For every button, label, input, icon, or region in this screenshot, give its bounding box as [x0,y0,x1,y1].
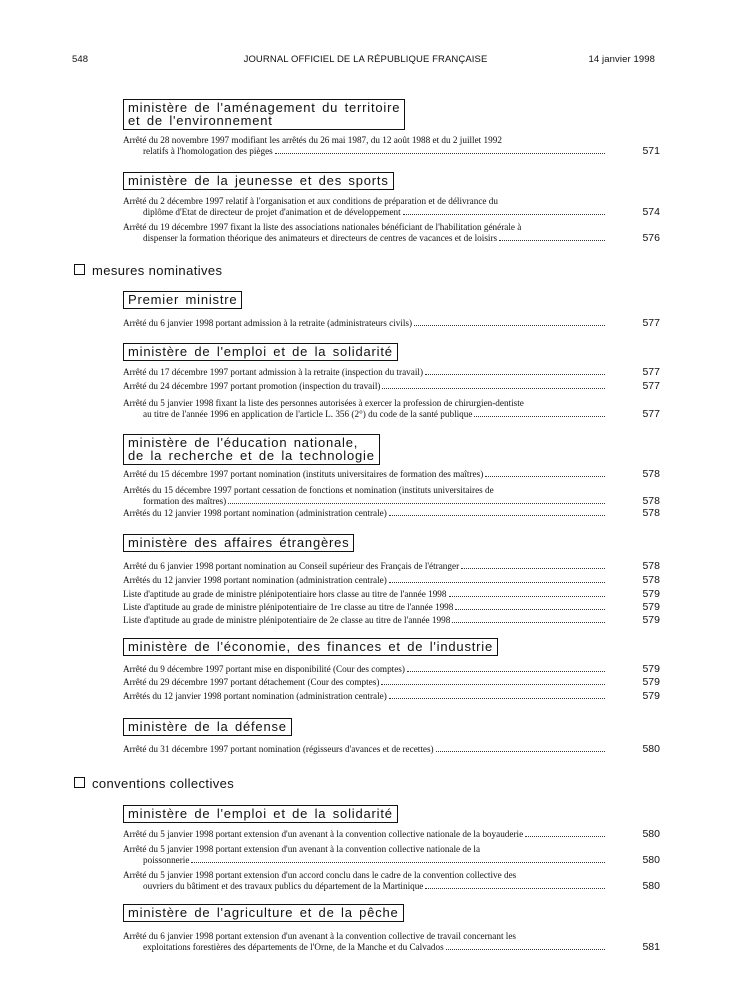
entry-text-line: poissonnerie [123,855,607,866]
section-title: mesures nominatives [92,263,223,278]
toc-entry[interactable] [123,615,607,626]
dot-leader [191,862,605,863]
entry-text-line: Arrêté du 15 décembre 1997 portant nomination (instituts universitaires de formation des maîtres) [123,469,605,479]
dot-leader [381,684,605,685]
entry-text-line: Arrêté du 2 décembre 1997 relatif à l'organisation et aux conditions de préparation et de délivrance du [123,196,498,206]
entry-page-number: 578 [642,495,660,507]
dot-leader [425,888,605,889]
dot-leader [455,609,605,610]
dot-leader [436,751,605,752]
entry-text-line: Arrêtés du 15 décembre 1997 portant cessation de fonctions et nomination (instituts universitaires de [123,485,494,495]
ministry-heading [123,904,404,922]
ministry-name-line: ministère des affaires étrangères [128,535,350,550]
entry-text-line: Arrêté du 5 janvier 1998 portant extension d'un avenant à la convention collective nationale de la [123,844,481,854]
dot-leader [525,836,605,837]
entry-page-number: 574 [642,206,660,218]
toc-entry[interactable] [123,508,607,519]
dot-leader [446,949,605,950]
entry-page-number: 576 [642,232,660,244]
toc-entry[interactable] [123,744,607,755]
entry-page-number: 578 [642,468,660,480]
entry-text-line: Liste d'aptitude au grade de ministre plénipotentiaire hors classe au titre de l'année 1998 [123,589,605,599]
entry-text-line: Arrêté du 9 décembre 1997 portant mise en disponibilité (Cour des comptes) [123,664,605,674]
toc-entry[interactable] [123,367,607,378]
entry-page-number: 571 [642,145,660,157]
dot-leader [382,388,605,389]
entry-text-line: Arrêté du 5 janvier 1998 portant extension d'un avenant à la convention collective nationale de la boyauderie [123,829,605,839]
toc-entry[interactable] [123,664,607,675]
toc-entry[interactable] [123,677,607,688]
toc-entry[interactable] [123,844,607,866]
ministry-heading [123,99,405,130]
ministry-name-line: ministère de l'économie, des finances et de l'industrie [128,639,494,654]
toc-entry[interactable] [123,381,607,392]
toc-entry[interactable] [123,222,607,244]
checkbox-square-icon [74,777,85,788]
ministry-name-line: ministère de l'emploi et de la solidarité [128,806,393,821]
entry-text-line: diplôme d'Etat de directeur de projet d'animation et de développement [123,207,607,218]
entry-text-line: Arrêté du 24 décembre 1997 portant promotion (inspection du travail) [123,381,605,391]
entry-text-line: Liste d'aptitude au grade de ministre plénipotentiaire de 2e classe au titre de l'année 1998 [123,615,605,625]
entry-page-number: 577 [642,317,660,329]
toc-entry[interactable] [123,318,607,329]
entry-text-line: Arrêté du 6 janvier 1998 portant nomination au Conseil supérieur des Français de l'étranger [123,561,605,571]
ministry-name-line: ministère de l'éducation nationale, [128,435,359,450]
ministry-name-line: ministère de l'agriculture et de la pêche [128,905,399,920]
dot-leader [499,240,605,241]
entry-text-line: Arrêté du 19 décembre 1997 fixant la liste des associations nationales bénéficiant de l'habilitation générale à [123,222,522,232]
ministry-heading [123,638,498,656]
toc-entry[interactable] [123,196,607,218]
ministry-heading [123,805,398,823]
entry-page-number: 579 [642,663,660,675]
toc-entry[interactable] [123,398,607,420]
entry-text-line: exploitations forestières des départements de l'Orne, de la Manche et du Calvados [123,942,607,953]
toc-entry[interactable] [123,931,607,953]
entry-text-line: Arrêtés du 12 janvier 1998 portant nomination (administration centrale) [123,575,605,585]
entry-page-number: 577 [642,380,660,392]
toc-entry[interactable] [123,589,607,600]
entry-text-line: Arrêté du 6 janvier 1998 portant admission à la retraite (administrateurs civils) [123,318,605,328]
toc-entry[interactable] [123,485,607,507]
dot-leader [389,698,605,699]
ministry-heading [123,534,354,552]
entry-page-number: 577 [642,366,660,378]
entry-text-line: Arrêté du 6 janvier 1998 portant extension d'un avenant à la convention collective de travail concernant les [123,931,516,941]
entry-text-line: Liste d'aptitude au grade de ministre plénipotentiaire de 1re classe au titre de l'année 1998 [123,602,605,612]
toc-entry[interactable] [123,135,607,157]
dot-leader [452,622,605,623]
dot-leader [403,214,605,215]
entry-page-number: 578 [642,574,660,586]
ministry-name-line: ministère de la défense [128,719,287,734]
entry-page-number: 579 [642,588,660,600]
dot-leader [414,325,605,326]
journal-title: JOURNAL OFFICIEL DE LA RÉPUBLIQUE FRANÇAISE [243,54,488,65]
section-heading [74,263,222,278]
toc-entry[interactable] [123,829,607,840]
entry-page-number: 579 [642,614,660,626]
ministry-heading [123,343,398,361]
entry-page-number: 580 [642,854,660,866]
ministry-name-line: Premier ministre [128,292,238,307]
issue-date: 14 janvier 1998 [588,54,655,65]
entry-text-line: Arrêté du 31 décembre 1997 portant nomination (régisseurs d'avances et de recettes) [123,744,605,754]
entry-page-number: 580 [642,743,660,755]
ministry-heading [123,718,292,736]
toc-entry[interactable] [123,575,607,586]
entry-page-number: 580 [642,880,660,892]
ministry-name-line: ministère de l'emploi et de la solidarité [128,344,393,359]
ministry-name-line: ministère de l'aménagement du territoire [128,100,401,115]
ministry-heading [123,434,380,465]
ministry-name-line: ministère de la jeunesse et des sports [128,173,389,188]
dot-leader [275,153,605,154]
dot-leader [389,515,605,516]
entry-text-line: Arrêtés du 12 janvier 1998 portant nomination (administration centrale) [123,691,605,701]
section-title: conventions collectives [92,776,235,791]
entry-text-line: relatifs à l'homologation des pièges [123,146,607,157]
entry-page-number: 579 [642,601,660,613]
toc-entry[interactable] [123,469,607,480]
entry-text-line: formation des maîtres) [123,496,607,507]
entry-page-number: 579 [642,676,660,688]
toc-entry[interactable] [123,561,607,572]
dot-leader [449,596,606,597]
dot-leader [485,476,605,477]
entry-text-line: ouvriers du bâtiment et des travaux publics du département de la Martinique [123,881,607,892]
entry-text-line: Arrêté du 17 décembre 1997 portant admission à la retraite (inspection du travail) [123,367,605,377]
entry-text-line: Arrêté du 5 janvier 1998 portant extension d'un accord conclu dans le cadre de la convention collective des [123,870,517,880]
entry-text-line: au titre de l'année 1996 en application de l'article L. 356 (2°) du code de la santé publique [123,409,607,420]
toc-entry[interactable] [123,602,607,613]
dot-leader [389,582,605,583]
page-number: 548 [72,54,89,65]
entry-text-line: Arrêté du 5 janvier 1998 fixant la liste des personnes autorisées à exercer la profession de chirurgien-dentiste [123,398,524,408]
entry-page-number: 578 [642,560,660,572]
entry-text-line: Arrêtés du 12 janvier 1998 portant nomination (administration centrale) [123,508,605,518]
checkbox-square-icon [74,264,85,275]
entry-page-number: 581 [642,941,660,953]
toc-entry[interactable] [123,870,607,892]
dot-leader [425,374,605,375]
entry-page-number: 577 [642,408,660,420]
dot-leader [474,416,605,417]
ministry-heading [123,172,394,190]
ministry-name-line: de la recherche et de la technologie [128,448,375,463]
dot-leader [407,671,605,672]
ministry-name-line: et de l'environnement [128,113,273,128]
entry-text-line: dispenser la formation théorique des animateurs et directeurs de centres de vacances et de loisirs [123,233,607,244]
entry-text-line: Arrêté du 29 décembre 1997 portant détachement (Cour des comptes) [123,677,605,687]
toc-entry[interactable] [123,691,607,702]
entry-page-number: 578 [642,507,660,519]
entry-page-number: 580 [642,828,660,840]
section-heading [74,776,234,791]
entry-text-line: Arrêté du 28 novembre 1997 modifiant les arrêtés du 26 mai 1987, du 12 août 1988 et du 2 juillet 1992 [123,135,502,145]
dot-leader [461,568,605,569]
entry-page-number: 579 [642,690,660,702]
ministry-heading [123,291,242,309]
dot-leader [228,503,605,504]
